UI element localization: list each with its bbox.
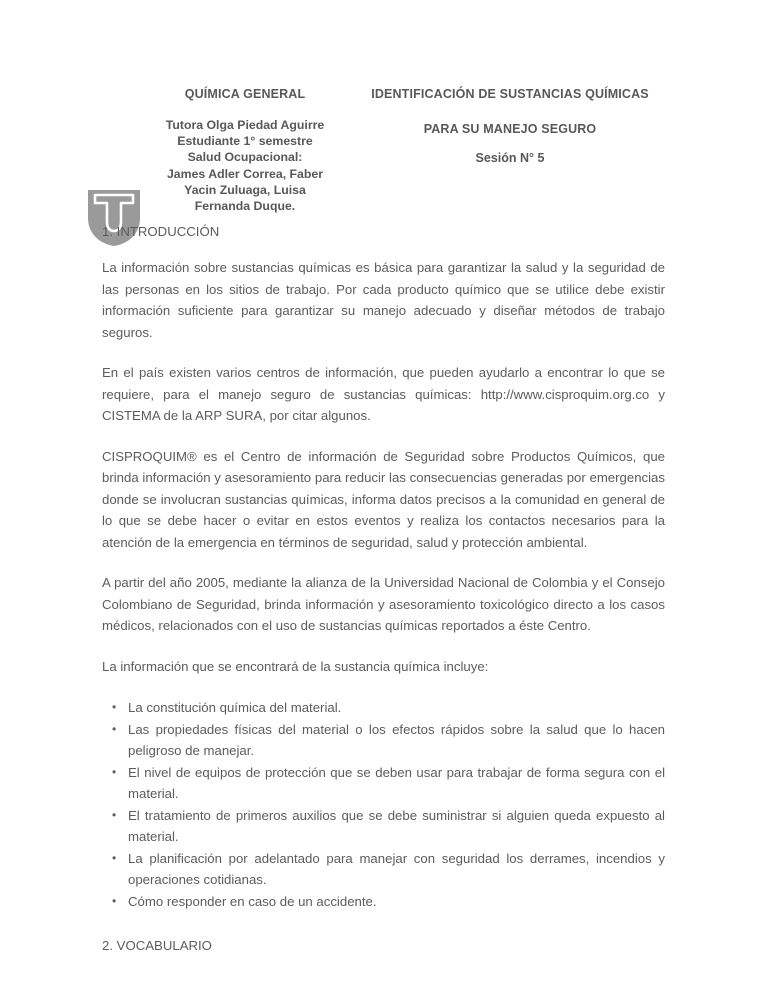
section-heading-vocabulario: 2. VOCABULARIO — [102, 938, 212, 953]
participants-list — [148, 117, 342, 214]
session-label: Sesión N° 5 — [475, 151, 545, 165]
document-header — [0, 86, 768, 216]
document-title-line-1: IDENTIFICACIÓN DE SUSTANCIAS QUÍMICAS — [371, 87, 649, 101]
list-item: • La planificación por adelantado para manejar con seguridad los derrames, incendios y operaciones cotidianas. — [102, 848, 665, 891]
header-spacer — [350, 137, 670, 150]
document-title-line-2: PARA SU MANEJO SEGURO — [423, 122, 597, 136]
list-item: • Las propiedades físicas del material o los efectos rápidos sobre la salud que lo hacen peligroso de manejar. — [102, 719, 665, 762]
participant-line: Tutora Olga Piedad Aguirre — [165, 118, 325, 132]
participant-line: Salud Ocupacional: — [187, 150, 303, 165]
header-spacer — [350, 102, 670, 121]
paragraph-alianza-2005: A partir del año 2005, mediante la alianza de la Universidad Nacional de Colombia y el Consejo Colombiano de Seguridad, brinda información y asesoramiento toxicológico directo a los casos médicos, relacionados con el uso de sustancias químicas reportados a éste Centro. — [102, 575, 665, 633]
paragraph-intro: La información sobre sustancias químicas es básica para garantizar la salud y la seguridad de las personas en los sitios de trabajo. Por cada producto químico que se utilice debe existir información suficiente para garantizar su manejo adecuado y diseñar métodos de trabajo seguros. — [102, 260, 665, 340]
course-title: QUÍMICA GENERAL — [184, 87, 306, 101]
list-item: • La constitución química del material. — [102, 697, 665, 719]
information-bullet-list — [102, 697, 665, 912]
header-left-column — [148, 86, 342, 214]
list-item: • Cómo responder en caso de un accidente. — [102, 891, 665, 913]
participant-line: Estudiante 1° semestre — [177, 134, 313, 149]
list-item: • El tratamiento de primeros auxilios que se debe suministrar si alguien queda expuesto al material. — [102, 805, 665, 848]
paragraph-cisproquim: CISPROQUIM® es el Centro de información de Seguridad sobre Productos Químicos, que brinda información y asesoramiento para reducir las consecuencias generadas por emergencias donde se involucran sustancias químicas, informa datos precisos a la comunidad en general de lo que se debe hacer o evitar en estos eventos y realiza los contactos necesarios para la atención de la emergencia en términos de seguridad, salud y protección ambiental. — [102, 448, 665, 550]
participant-line: Yacin Zuluaga, Luisa — [184, 182, 306, 197]
participant-line: James Adler Correa, Faber — [166, 166, 324, 181]
document-body — [102, 222, 665, 955]
header-right-column — [350, 86, 670, 166]
header-spacer — [148, 102, 342, 117]
paragraph-lista-intro: La información que se encontrará de la sustancia química incluye: — [102, 658, 489, 674]
participant-line: Fernanda Duque. — [194, 199, 296, 214]
section-heading-introduccion: 1. INTRODUCCIÓN — [102, 224, 220, 239]
list-item: • El nivel de equipos de protección que se deben usar para trabajar de forma segura con el material. — [102, 762, 665, 805]
paragraph-centros-informacion: En el país existen varios centros de información, que pueden ayudarlo a encontrar lo que se requiere, para el manejo seguro de sustancias químicas: http://www.cisproquim.org.co y CISTEMA de la ARP SURA, por citar algunos. — [102, 365, 665, 423]
